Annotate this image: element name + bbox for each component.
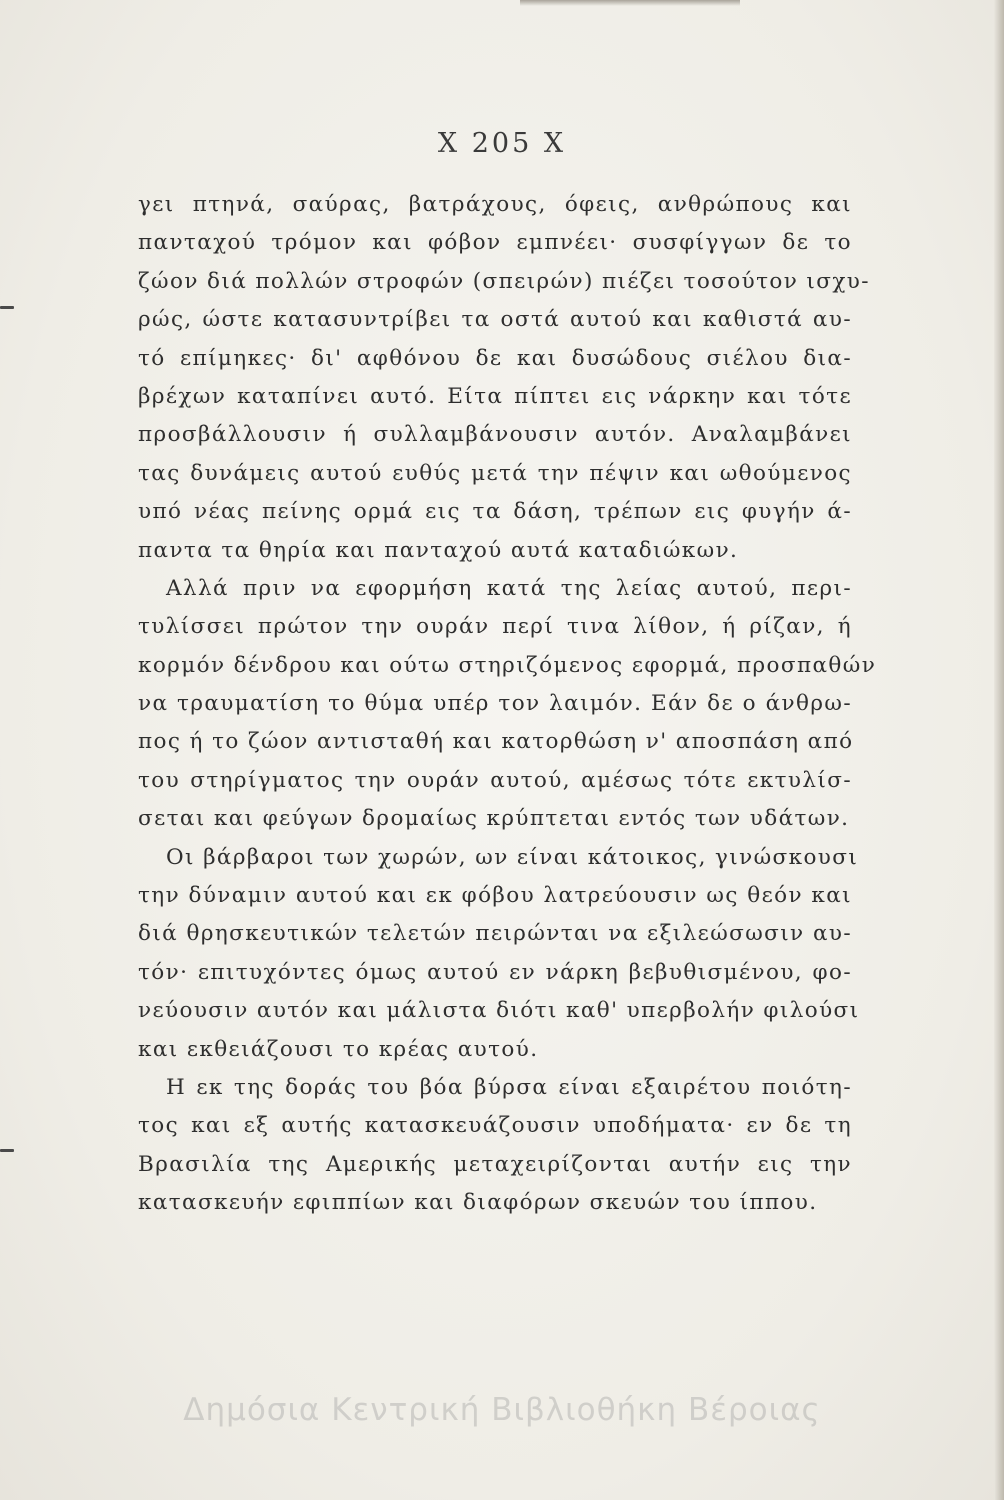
text-line: γει πτηνά, σαύρας, βατράχους, όφεις, ανθρώπους και [138,192,852,217]
text-line: του στηρίγματος την ουράν αυτού, αμέσως τότε εκτυλίσ- [138,767,852,793]
binding-mark [0,1149,14,1152]
text-line: ρώς, ώστε κατασυντρίβει τα οστά αυτού και καθιστά αυ- [138,307,852,333]
text-line: Βρασιλία της Αμερικής μεταχειρίζονται αυτήν εις την [138,1151,852,1177]
text-line: Η εκ της δοράς του βόα βύρσα είναι εξαιρέτου ποιότη- [166,1074,852,1100]
text-line: διά θρησκευτικών τελετών πειρώνται να εξιλεώσωσιν αυ- [138,921,852,947]
body-text [138,186,877,1223]
page-edge-shadow [994,0,1004,1500]
binding-mark [0,306,14,309]
text-line: κορμόν δένδρου και ούτω στηριζόμενος εφορμά, προσπαθών [138,652,877,678]
text-line: τό επίμηκες· δι' αφθόνου δε και δυσώδους σιέλου δια- [138,345,852,371]
text-line: νεύουσιν αυτόν και μάλιστα διότι καθ' υπερβολήν φιλούσι [138,998,860,1024]
text-line: και εκθειάζουσι το κρέας αυτού. [138,1036,539,1062]
text-line: ζώον διά πολλών στροφών (σπειρών) πιέζει τοσούτον ισχυ- [138,268,870,294]
text-line: τος και εξ αυτής κατασκευάζουσιν υποδήματα· εν δε τη [138,1113,852,1139]
text-line: να τραυματίση το θύμα υπέρ τον λαιμόν. Εάν δε ο άνθρω- [138,691,852,717]
text-line: τόν· επιτυχόντες όμως αυτού εν νάρκη βεβυθισμένου, φο- [138,959,852,985]
text-line: πος ή το ζώον αντισταθή και κατορθώση ν' αποσπάση από [138,729,854,755]
text-line: κατασκευήν εφιππίων και διαφόρων σκευών του ίππου. [138,1190,818,1216]
text-line: σεται και φεύγων δρομαίως κρύπτεται εντός των υδάτων. [138,806,850,832]
text-line: τυλίσσει πρώτον την ουράν περί τινα λίθον, ή ρίζαν, ή [138,614,852,640]
text-line: βρέχων καταπίνει αυτό. Είτα πίπτει εις νάρκην και τότε [138,383,852,409]
text-line: υπό νέας πείνης ορμά εις τα δάση, τρέπων εις φυγήν ά- [138,499,852,525]
library-watermark: Δημόσια Κεντρική Βιβλιοθήκη Βέροιας [183,1392,821,1428]
top-edge-shadow [520,0,740,6]
text-line: τας δυνάμεις αυτού ευθύς μετά την πέψιν και ωθούμενος [138,460,852,486]
text-line: πανταχού τρόμον και φόβον εμπνέει· συσφίγγων δε το [138,230,852,256]
text-line: την δύναμιν αυτού και εκ φόβου λατρεύουσιν ως θεόν και [138,883,852,909]
text-line: Αλλά πριν να εφορμήση κατά της λείας αυτού, περι- [166,575,852,601]
text-line: παντα τα θηρία και πανταχού αυτά καταδιώκων. [138,537,739,563]
text-line: προσβάλλουσιν ή συλλαμβάνουσιν αυτόν. Αναλαμβάνει [138,422,852,448]
text-line: Οι βάρβαροι των χωρών, ων είναι κάτοικος, γινώσκουσι [166,844,859,870]
page-number: Χ 205 Χ [437,128,567,159]
